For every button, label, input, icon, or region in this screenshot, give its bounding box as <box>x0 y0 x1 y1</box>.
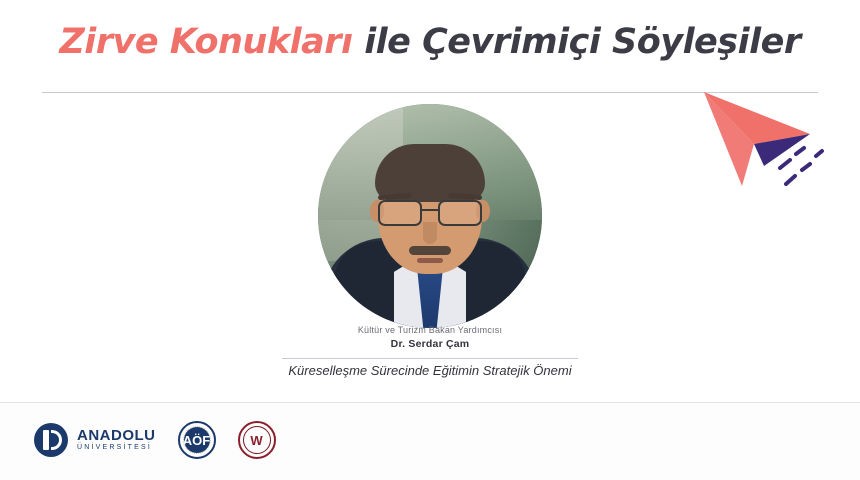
paper-plane-icon <box>698 88 828 198</box>
footer-logos <box>34 421 276 459</box>
anadolu-logo-name: ANADOLU <box>77 427 156 445</box>
seal-blue-mark: AÖF <box>184 427 210 453</box>
anadolu-university-logo <box>34 423 156 457</box>
seal-red-mark: W <box>243 426 271 454</box>
poster-footer <box>0 403 860 480</box>
seal-logo-blue <box>178 421 216 459</box>
poster-title <box>0 22 860 62</box>
anadolu-logo-subtitle: ÜNİVERSİTESİ <box>77 444 153 452</box>
speaker-name: Dr. Serdar Çam <box>390 338 470 350</box>
glasses-bridge <box>420 209 440 211</box>
speaker-role: Kültür ve Turizm Bakan Yardımcısı <box>357 325 503 335</box>
anadolu-logo-text <box>77 428 156 451</box>
portrait-nose <box>423 222 437 244</box>
glasses-left-lens <box>378 200 422 226</box>
portrait-glasses <box>376 200 484 224</box>
seal-logo-red <box>238 421 276 459</box>
speaker-portrait <box>318 104 542 328</box>
talk-topic: Küreselleşme Sürecinde Eğitimin Stratejik Önemi <box>288 363 572 378</box>
caption-divider <box>282 358 578 359</box>
portrait-moustache <box>409 246 451 255</box>
title-dark-text: ile Çevrimiçi Söyleşiler <box>364 22 801 62</box>
title-accent-text: Zirve Konukları <box>59 22 353 62</box>
portrait-mouth <box>417 258 443 263</box>
anadolu-mark-icon <box>34 423 68 457</box>
seal-red-ring <box>243 426 271 454</box>
glasses-right-lens <box>438 200 482 226</box>
seal-blue-ring <box>183 426 211 454</box>
